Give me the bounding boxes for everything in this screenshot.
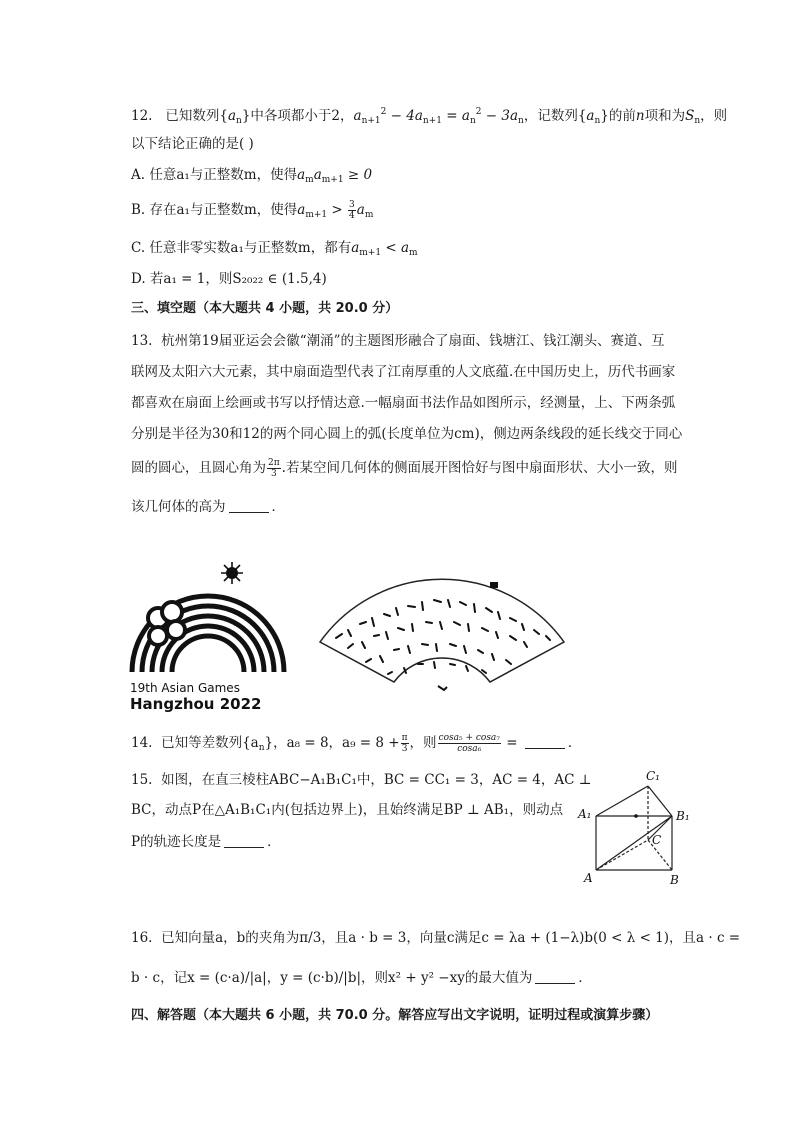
label-a: A <box>584 871 593 885</box>
q16-line2: b · c，记x = (c·a)/|a|，y = (c·b)/|b|，则x² + y² −xy的最大值为 ． <box>131 970 592 986</box>
label-c: C <box>652 833 662 847</box>
q12-option-c: C. 任意非零实数a₁与正整数m，都有$a_{m+1} < a_m$ <box>131 240 418 258</box>
answer-blank[interactable] <box>224 833 264 848</box>
q12-line1 <box>131 102 727 131</box>
section-3-header: 三、填空题（本大题共 4 小题，共 20.0 分） <box>131 301 399 316</box>
q14-line: 14. 已知等差数列$\{a_n\}$，a₈ = 8，a₉ = 8 + $\frac{\pi}{3}$ ，则 $\frac{\text{cosa₅ + cosa₇}}{\text{cosa₆}}$ = ． <box>131 733 582 754</box>
q13-line6: 该几何体的高为 ． <box>131 499 285 515</box>
tide-swirl-icon <box>148 602 185 645</box>
asian-games-logo <box>128 560 288 712</box>
q12-option-d: D. 若a₁ = 1，则S₂₀₂₂ ∈ (1.5,4) <box>131 271 327 287</box>
q13-line4: 分别是半径为30和12的两个同心圆上的弧(长度单位为cm)，侧边两条线段的延长线交于同心 <box>131 426 683 442</box>
q13-line1: 13. 杭州第19届亚运会会徽“潮涌”的主题图形融合了扇面、钱塘江、钱江潮头、赛道、互 <box>131 333 665 349</box>
q12-number: 12. <box>131 108 153 124</box>
label-a1: A₁ <box>578 807 592 821</box>
answer-blank[interactable] <box>535 969 575 984</box>
logo-line1: 19th Asian Games <box>130 681 240 695</box>
calligraphy-fan <box>318 578 566 698</box>
label-b1: B₁ <box>676 809 690 823</box>
prism-diagram <box>576 766 696 890</box>
logo-line2: Hangzhou 2022 <box>130 695 262 712</box>
q13-line2: 联网及太阳六大元素，其中扇面造型代表了江南厚重的人文底蕴.在中国历史上，历代书画家 <box>131 364 676 380</box>
q15-line1: 15. 如图，在直三棱柱ABC−A₁B₁C₁中，BC = CC₁ = 3，AC = 4，AC ⊥ <box>131 772 592 788</box>
q12-option-a: A. 任意a₁与正整数m，使得$a_ma_{m+1} \ge 0$ <box>131 167 373 185</box>
q12-line2: 以下结论正确的是( ) <box>131 136 254 152</box>
q15-line3: P的轨迹长度是 ． <box>131 834 281 850</box>
q15-line2: BC，动点P在△A₁B₁C₁内(包括边界上)，且始终满足BP ⊥ AB₁，则动点 <box>131 802 564 818</box>
label-b: B <box>670 873 679 887</box>
q12-stem: 已知数列$\{a_n\}$中各项都小于2，$a_{n+1}^2 - 4a_{n+1} = a_n^2 - 3a_n$，记数列$\{a_n\}$的前n项和为$S_n$，则 <box>165 107 728 126</box>
q12-option-b: B. 存在a₁与正整数m，使得$a_{m+1}$ > $\frac{3}{4}$ $a_m$ <box>131 200 374 221</box>
label-c1: C₁ <box>646 769 660 783</box>
q13-line3: 都喜欢在扇面上绘画或书写以抒情达意.一幅扇面书法作品如图所示，经测量，上、下两条弧 <box>131 395 676 411</box>
q16-line1: 16. 已知向量a，b的夹角为π/3，且a · b = 3，向量c满足c = λa + (1−λ)b(0 < λ < 1)，且a · c = <box>131 930 741 946</box>
answer-blank[interactable] <box>229 498 269 513</box>
section-4-header: 四、解答题（本大题共 6 小题，共 70.0 分。解答应写出文字说明，证明过程或演算步骤） <box>131 1008 659 1023</box>
q13-line5: 圆的圆心，且圆心角为 $\frac{2\pi}{3}$ .若某空间几何体的侧面展开图恰好与图中扇面形状、大小一致，则 <box>131 458 678 479</box>
sun-icon <box>221 562 243 584</box>
answer-blank[interactable] <box>525 734 565 749</box>
